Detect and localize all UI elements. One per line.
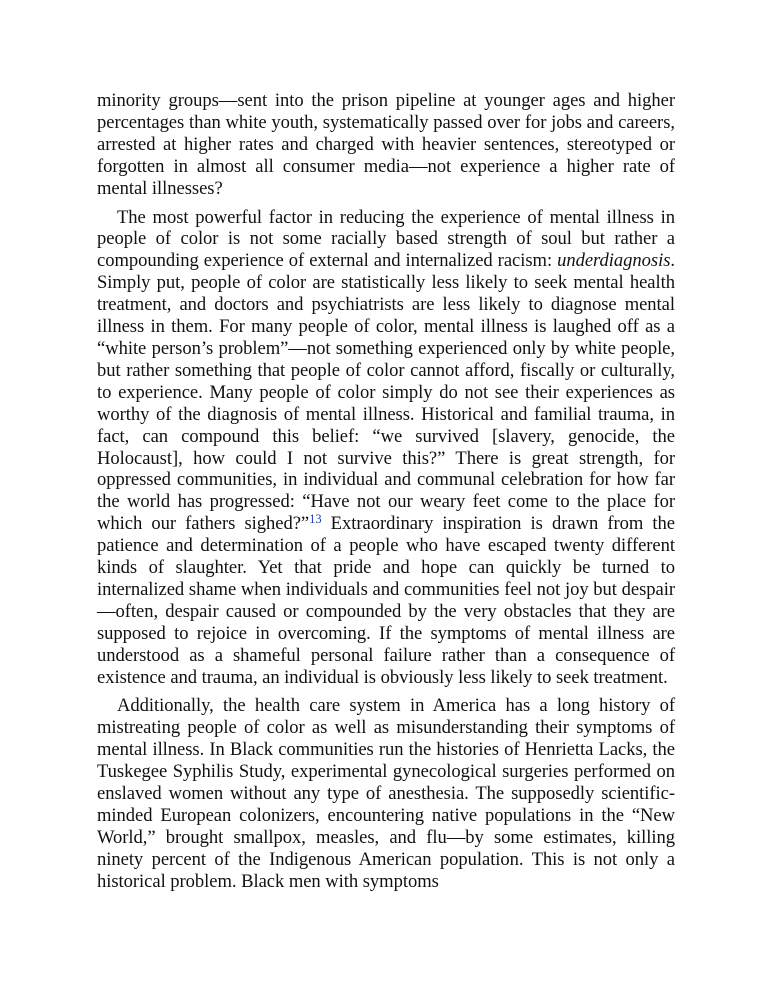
footnote-link[interactable]: 13 [309,512,322,527]
book-page [97,90,675,893]
paragraph-text-part: The most powerful factor in reducing the experience of mental illness in people of color is not some racially based strength of soul but rather a compounding experience of external and internalized racism: [97,206,675,272]
paragraph-text-part: . Simply put, people of color are statistically less likely to seek mental health treatment, and doctors and psychiatrists are less likely to diagnose mental illness in them. For many people of color, mental illness is laughed off as a “white person’s problem”—not something experienced only by white people, but rather something that people of color cannot afford, fiscally or culturally, to experience. Many people of color simply do not see their experiences as worthy of the diagnosis of mental illness. Historical and familial trauma, in fact, can compound this belief: “we survived [slavery, genocide, the Holocaust], how could I not survive this?” There is great strength, for oppressed communities, in individual and communal celebration for how far the world has progressed: “Have not our weary feet come to the place for which our fathers sighed?” [97,250,675,535]
paragraph-text-part: Extraordinary inspiration is drawn from the patience and determination of a people who have escaped twenty different kinds of slaughter. Yet that pride and hope can quickly be turned to internalized shame when individuals and communities feel not joy but despair—often, despair caused or compounded by the very obstacles that they are supposed to rejoice in overcoming. If the symptoms of mental illness are understood as a shameful personal failure rather than a consequence of existence and trauma, an individual is obviously less likely to seek treatment. [97,513,675,688]
emphasized-term: underdiagnosis [557,250,671,272]
paragraph-continuation: minority groups—sent into the prison pipeline at younger ages and higher percentages than white youth, systematically passed over for jobs and careers, arrested at higher rates and charged with heavier sentences, stereotyped or forgotten in almost all consumer media—not experience a higher rate of mental illnesses? [97,90,675,199]
paragraph-health-care-history: Additionally, the health care system in America has a long history of mistreating people of color as well as misunderstanding their symptoms of mental illness. In Black communities run the histories of Henrietta Lacks, the Tuskegee Syphilis Study, experimental gynecological surgeries performed on enslaved women without any type of anesthesia. The supposedly scientific-minded European colonizers, encountering native populations in the “New World,” brought smallpox, measles, and flu—by some estimates, killing ninety percent of the Indigenous American population. This is not only a historical problem. Black men with symptoms [97,695,675,892]
paragraph-underdiagnosis [97,207,675,689]
